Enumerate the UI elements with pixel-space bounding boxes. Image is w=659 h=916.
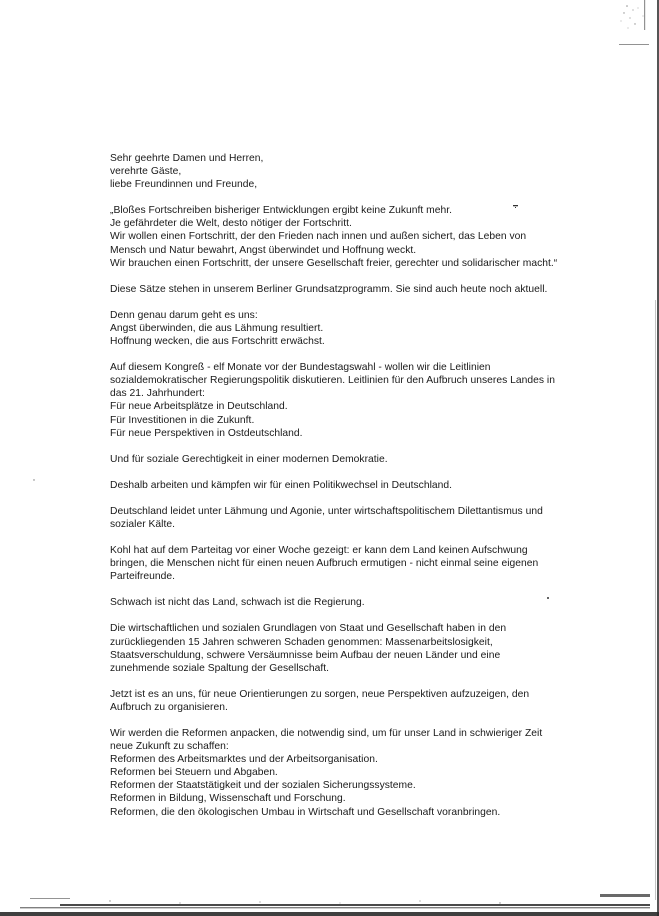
text-line: Wir werden die Reformen anpacken, die notwendig sind, um für unser Land in schwieriger Zeit bbox=[110, 728, 543, 739]
text-line: Staatsverschuldung, schwere Versäumnisse beim Aufbau der neuen Länder und eine bbox=[110, 649, 501, 661]
text-line: zunehmende soziale Spaltung der Gesellschaft. bbox=[110, 662, 329, 674]
text-line: Mensch und Natur bewahrt, Angst überwindet und Hoffnung weckt. bbox=[110, 244, 417, 256]
text-line: Reformen des Arbeitsmarktes und der Arbeitsorganisation. bbox=[110, 754, 378, 766]
text-line: Wir brauchen einen Fortschritt, der unsere Gesellschaft freier, gerechter und solidarischer macht.“ bbox=[110, 257, 558, 269]
text-line: zurückliegenden 15 Jahren schweren Schaden genommen: Massenarbeitslosigkeit, bbox=[110, 636, 493, 648]
text-line: Deutschland leidet unter Lähmung und Agonie, unter wirtschaftspolitischem Dilettantismus und bbox=[110, 505, 543, 517]
text-line: Hoffnung wecken, die aus Fortschritt erwächst. bbox=[110, 336, 325, 348]
paragraph-politikwechsel bbox=[110, 479, 585, 492]
scan-smudge-top-right bbox=[613, 0, 653, 50]
text-line: sozialdemokratischer Regierungspolitik diskutieren. Leitlinien für den Aufbruch unseres Landes in bbox=[110, 375, 555, 387]
paragraph-kongress bbox=[110, 361, 585, 440]
text-line: „Bloßes Fortschreiben bisheriger Entwicklungen ergibt keine Zukunft mehr. bbox=[110, 205, 452, 217]
text-line: Für neue Perspektiven in Ostdeutschland. bbox=[110, 427, 303, 439]
text-line: Die wirtschaftlichen und sozialen Grundlagen von Staat und Gesellschaft haben in den bbox=[110, 623, 507, 635]
paragraph-kohl bbox=[110, 544, 585, 583]
text-line: Reformen bei Steuern und Abgaben. bbox=[110, 767, 278, 779]
letter-body bbox=[110, 152, 585, 832]
text-line: Schwach ist nicht das Land, schwach ist die Regierung. bbox=[110, 597, 365, 609]
text-line: Und für soziale Gerechtigkeit in einer modernen Demokratie. bbox=[110, 453, 388, 465]
text-line: Jetzt ist es an uns, für neue Orientierungen zu sorgen, neue Perspektiven aufzuzeigen, den bbox=[110, 688, 530, 700]
text-line: Deshalb arbeiten und kämpfen wir für einen Politikwechsel in Deutschland. bbox=[110, 479, 453, 491]
paragraph-grundsatzprogramm bbox=[110, 283, 585, 296]
scan-edge-bottom bbox=[0, 876, 659, 916]
text-line: Aufbruch zu organisieren. bbox=[110, 701, 228, 713]
text-line: Für Investitionen in die Zukunft. bbox=[110, 414, 255, 426]
text-line: Wir wollen einen Fortschritt, der den Frieden nach innen und außen sichert, das Leben von bbox=[110, 231, 527, 243]
paragraph-reformen bbox=[110, 727, 585, 819]
paragraph-regierung bbox=[110, 596, 585, 609]
text-line: Reformen der Staatstätigkeit und der sozialen Sicherungssysteme. bbox=[110, 780, 416, 792]
paragraph-angst-hoffnung bbox=[110, 309, 585, 348]
text-line: verehrte Gäste, bbox=[110, 166, 182, 178]
scan-speck bbox=[32, 478, 36, 482]
text-line: Auf diesem Kongreß - elf Monate vor der Bundestagswahl - wollen wir die Leitlinien bbox=[110, 362, 491, 374]
paragraph-quote bbox=[110, 204, 585, 269]
text-line: Je gefährdeter die Welt, desto nötiger der Fortschritt. bbox=[110, 218, 352, 230]
paragraph-laehmung bbox=[110, 505, 585, 531]
paragraph-gerechtigkeit bbox=[110, 453, 585, 466]
paragraph-orientierungen bbox=[110, 688, 585, 714]
text-line: sozialer Kälte. bbox=[110, 518, 175, 530]
text-line: Angst überwinden, die aus Lähmung resultiert. bbox=[110, 322, 324, 334]
text-line: Diese Sätze stehen in unserem Berliner Grundsatzprogramm. Sie sind auch heute noch aktuell. bbox=[110, 283, 548, 295]
text-line: Reformen in Bildung, Wissenschaft und Forschung. bbox=[110, 793, 346, 805]
paragraph-grundlagen bbox=[110, 622, 585, 674]
text-line: neue Zukunft zu schaffen: bbox=[110, 741, 229, 753]
scan-edge-right bbox=[653, 0, 659, 916]
paragraph-salutation bbox=[110, 152, 585, 191]
text-line: Für neue Arbeitsplätze in Deutschland. bbox=[110, 401, 288, 413]
text-line: Sehr geehrte Damen und Herren, bbox=[110, 153, 264, 164]
text-line: Kohl hat auf dem Parteitag vor einer Woche gezeigt: er kann dem Land keinen Aufschwung bbox=[110, 545, 528, 557]
text-line: Denn genau darum geht es uns: bbox=[110, 309, 258, 321]
text-line: liebe Freundinnen und Freunde, bbox=[110, 179, 258, 191]
text-line: Reformen, die den ökologischen Umbau in Wirtschaft und Gesellschaft voranbringen. bbox=[110, 806, 501, 818]
text-line: das 21. Jahrhundert: bbox=[110, 388, 205, 400]
text-line: bringen, die Menschen nicht für einen neuen Aufbruch ermutigen - nicht einmal seine eigenen bbox=[110, 558, 539, 570]
text-line: Parteifreunde. bbox=[110, 571, 175, 583]
